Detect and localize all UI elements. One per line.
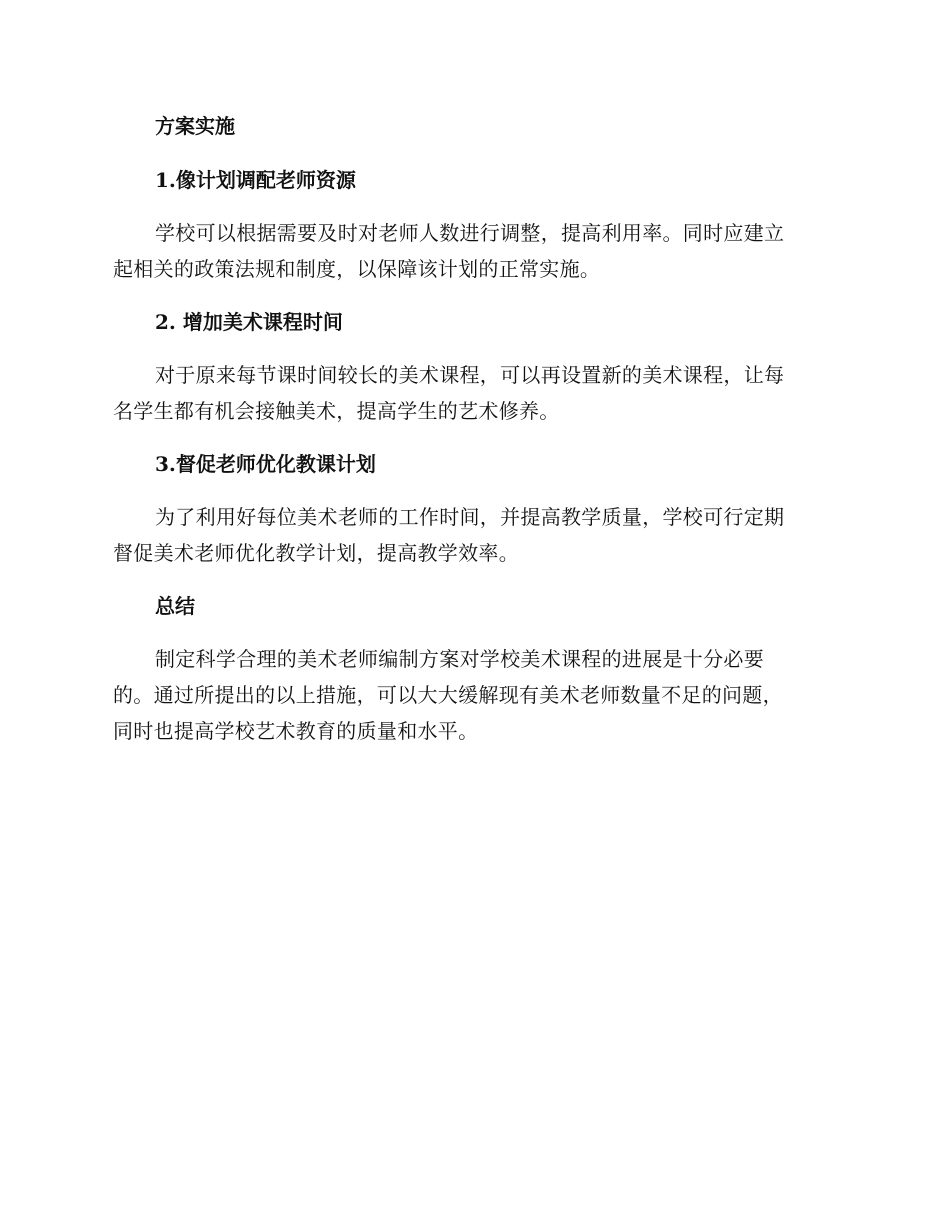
item3-line-1: 为了利用好每位美术老师的工作时间，并提高教学质量，学校可行定期: [155, 505, 785, 529]
summary-line-1: 制定科学合理的美术老师编制方案对学校美术课程的进展是十分必要: [155, 647, 764, 671]
item1-line-2: 起相关的政策法规和制度，以保障该计划的正常实施。: [113, 257, 601, 281]
summary-paragraph: [113, 641, 830, 749]
item3-title: 3.督促老师优化教课计划: [155, 452, 376, 476]
section-title-plan-implementation: 方案实施: [155, 114, 235, 138]
item1-line-1: 学校可以根据需要及时对老师人数进行调整，提高利用率。同时应建立: [155, 221, 785, 245]
item1-paragraph: [113, 215, 830, 287]
item1-title: 1.像计划调配老师资源: [155, 168, 356, 192]
item2-title: 2. 增加美术课程时间: [155, 310, 343, 334]
item2-paragraph: [113, 357, 830, 429]
summary-line-2: 的。通过所提出的以上措施，可以大大缓解现有美术老师数量不足的问题，: [113, 683, 783, 707]
item3-line-2: 督促美术老师优化教学计划，提高教学效率。: [113, 541, 519, 565]
summary-line-3: 同时也提高学校艺术教育的质量和水平。: [113, 719, 479, 743]
item3-paragraph: [113, 499, 830, 571]
item2-line-2: 名学生都有机会接触美术，提高学生的艺术修养。: [113, 399, 560, 423]
item2-line-1: 对于原来每节课时间较长的美术课程，可以再设置新的美术课程，让每: [155, 363, 785, 387]
summary-title: 总结: [155, 594, 195, 618]
